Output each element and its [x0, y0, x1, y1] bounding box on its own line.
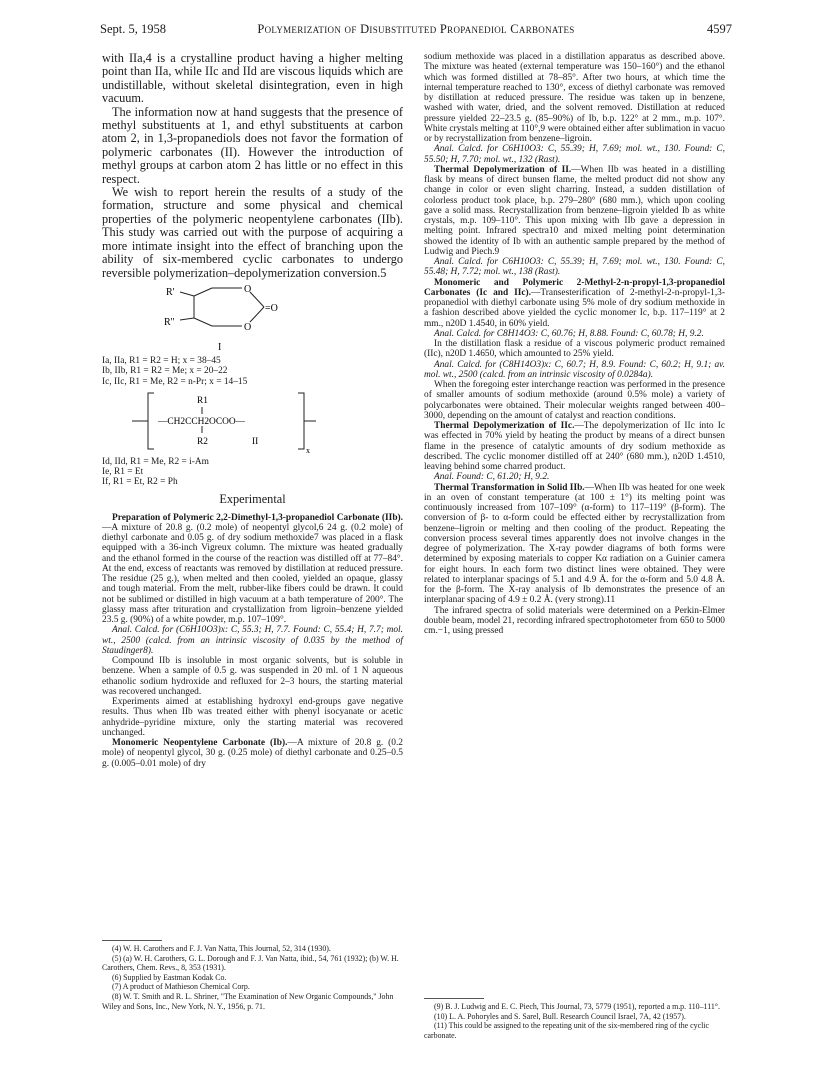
paragraph: with IIa,4 is a crystalline product having a higher melting point than IIa, while IIc and IId are viscous liquids which are undistillable, without skeletal disintegration, even in high vacuum.: [102, 51, 403, 106]
header-date: Sept. 5, 1958: [100, 22, 166, 36]
footnotes-left: [102, 937, 403, 1011]
paragraph: [424, 165, 725, 257]
paragraph: In the distillation flask a residue of a viscous polymeric product remained (IIc), n20D 1.4650, which amounted to 25% yield.: [424, 339, 725, 360]
analysis: Anal. Found: C, 61.20; H, 9.2.: [434, 472, 550, 483]
paragraph: sodium methoxide was placed in a distillation apparatus as described above. The mixture was heated (external temperature was 150–160°) and the ethanol which was formed distilled at 78–85°. After two hours, at which time the internal temperature reached to 130°, excess of diethyl carbonate was removed by distillation at reduced pressure. The residue was taken up in benzene, washed with water, dried, and the solvent removed. Distillation at reduced pressure yielded 22–23.5 g. (85–90%) of Ib, b.p. 122° at 2 mm., m.p. 107°. White crystals melting at 110°,9 were obtained either after sublimation in vacuo or by recrystallization from benzene–ligroin.: [424, 52, 725, 144]
footnote: (4) W. H. Carothers and F. J. Van Natta, This Journal, 52, 314 (1930).: [112, 944, 331, 953]
footnote-rule: [102, 940, 162, 941]
analysis: Anal. Calcd. for C8H14O3: C, 60.76; H, 8.88. Found: C, 60.78; H, 9.2.: [434, 328, 704, 339]
paragraph: [424, 483, 725, 606]
analysis: Anal. Calcd. for (C8H14O3)x: C, 60.7; H, 8.9. Found: C, 60.2; H, 9.1; av. mol. wt., 2500 (calcd. from an intrinsic viscosity of 0.0284a).: [424, 359, 725, 380]
paragraph-body: —When IIb was heated for one week in an oven of constant temperature (at 100 ± 1°) its melting point was continuously increased from 107–109° (α-form) to 117–119° (β-form). The conversion of β- to α-form could be effected either by recrystallization from benzene–ligroin or melting and then cooling of the product. Repeating the conversion process several times apparently does not involve changes in the degree of polymerization. The X-ray powder diagrams of both forms were determined by exposing materials to copper Kα radiation on a Guinier camera for eight hours. In each form two distinct lines were obtained. They were related to interplanar spacings of 5.1 and 4.9 Å. for the α-form and 5.0 4.8 Å. for the β-form. The X-ray analysis of Ib demonstrates the presence of an interplanar spacing of 4.9 ± 0.2 Å. (very strong).11: [424, 482, 725, 606]
formula-list: [102, 457, 403, 488]
compound-label: II: [252, 436, 259, 447]
formula-line: If, R1 = Et, R2 = Ph: [102, 477, 178, 488]
cyclic-carbonate-diagram: [102, 282, 403, 364]
footnote: (5) (a) W. H. Carothers, G. L. Dorough and F. J. Van Natta, ibid., 54, 761 (1932); (b) W. H. Carothers, Chem. Revs., 8, 353 (1931).: [102, 953, 399, 973]
paragraph-heading: Thermal Depolymerization of II.: [434, 164, 572, 175]
formula-line: Ia, IIa, R1 = R2 = H; x = 38–45: [102, 355, 221, 366]
header-title: Polymerization of Disubstituted Propanediol Carbonates: [257, 22, 575, 36]
paragraph-body: —The depolymerization of IIc into Ic was effected in 70% yield by heating the product by means of a direct bunsen flame in the presence of catalytic amounts of dry sodium methoxide as described. The cyclic monomer distilled off at 240° (680 mm.), n20D 1.4510, leaving behind some charred product.: [424, 421, 726, 472]
r1-label: R': [166, 286, 175, 298]
paragraph-body: —A mixture of 20.8 g. (0.2 mole) of neopentyl glycol, 30 g. (0.25 mole) of diethyl carbonate and 0.25–0.5 g. (0.005–0.01 mole) of dry: [102, 738, 403, 769]
footnote: (9) B. J. Ludwig and E. C. Piech, This Journal, 73, 5779 (1951), reported a m.p. 110–111°.: [434, 1002, 720, 1011]
polymer-repeat-unit-diagram: [102, 387, 403, 457]
footnote: (10) L. A. Pohoryles and S. Sarel, Bull. Research Council Israel, 7A, 42 (1957).: [434, 1011, 686, 1021]
footnote: (6) Supplied by Eastman Kodak Co.: [112, 972, 227, 982]
footnote: (7) A product of Mathieson Chemical Corp.: [112, 982, 250, 992]
right-column: [424, 52, 725, 636]
paragraph: [102, 513, 403, 626]
footnote-rule: [424, 998, 484, 999]
paragraph-body: —A mixture of 20.8 g. (0.2 mole) of neopentyl glycol,6 24 g. (0.2 mole) of diethyl carbonate and 0.05 g. of dry sodium methoxide7 was placed in a flask equipped with a 36-inch Vigreux column. The mixture was heated gradually and the ethanol formed in the course of the reaction was distilled off at 77–84°. At the end, excess of reactants was removed by distillation at reduced pressure. The residue (25 g.), when melted and then cooled, yielded an opaque, glassy and tough material. From the melt, rubber-like fibers could be drawn. It could not be sublimed or distilled in high vacuum at a bath temperature of 200°. The glassy mass after trituration and crystallization from ligroin–benzene yielded 23.5 g. (90%) of a white powder, m.p. 107–109°.: [102, 522, 403, 626]
analysis: Anal. Calcd. for C6H10O3: C, 55.39; H, 7.69; mol. wt., 130. Found: C, 55.48; H, 7.72; mol. wt., 138 (Rast).: [424, 257, 725, 278]
r1-label: R1: [197, 395, 208, 406]
compound-label: I: [218, 341, 222, 353]
formula-line: Ib, IIb, R1 = R2 = Me; x = 20–22: [102, 366, 228, 377]
footnote: (8) W. T. Smith and R. L. Shriner, "The Examination of New Organic Compounds," John Wiley and Sons, Inc., New York, N. Y., 1956, p. 71.: [102, 991, 394, 1011]
r2-label: R2: [197, 436, 208, 447]
structure-I: [102, 282, 403, 364]
paragraph: The information now at hand suggests that the presence of methyl substituents at 1, and ethyl substituents at carbon atom 2, in 1,3-propanediols does not favor the formation of polymeric carbonates (II). However the introduction of methyl groups at carbon atom 2 has little or no effect in this respect.: [102, 104, 403, 186]
analysis: Anal. Calcd. for C6H10O3: C, 55.39; H, 7.69; mol. wt., 130. Found: C, 55.50; H, 7.70; mol. wt., 132 (Rast).: [424, 144, 725, 165]
paragraph: We wish to report herein the results of a study of the formation, structure and some physical and chemical properties of the polymeric neopentylene carbonates (IIb). This study was carried out with the purpose of acquiring a more intimate insight into the effect of branching upon the ability of six-membered cyclic carbonates to undergo reversible polymerization–depolymerization conversion.5: [102, 185, 403, 280]
paragraph: The infrared spectra of solid materials were determined on a Perkin-Elmer double beam, model 21, recording infrared spectrophotometer from 650 to 5000 cm.−1, using pressed: [424, 605, 725, 636]
page-number: 4597: [707, 22, 732, 36]
carbonyl-label: =O: [265, 302, 278, 314]
repeat-chain: —CH2CCH2OCOO—: [158, 416, 245, 427]
paragraph: [424, 278, 725, 329]
running-header: [100, 22, 732, 40]
paragraph-heading: Monomeric Neopentylene Carbonate (Ib).: [112, 738, 288, 749]
paragraph-body: —When IIb was heated in a distilling flask by means of direct bunsen flame, the melted product did not show any change in color or even slight charring. Instead, a sudden distillation of colorless product took place, b.p. 279–280° (680 mm.), which upon cooling gave a solid mass. Recrystallization from benzene–ligroin yielded Ib as white crystals, m.p. 109–110°. This upon mixing with IIb gave a depression in melting point. Infrared spectra10 and mixed melting point determination showed the identity of Ib with an authentic sample prepared by the method of Ludwig and Piech.9: [424, 164, 725, 257]
subscript-x: x: [306, 445, 310, 455]
footnotes-right: [424, 995, 725, 1040]
paragraph-body: —Transesterification of 2-methyl-2-n-propyl-1,3-propanediol with diethyl carbonate using 5% mole of dry sodium methoxide in a fashion described above yielded the cyclic monomer Ic, b.p. 117–119° at 2 mm., n20D 1.4540, in 60% yield.: [424, 287, 725, 329]
formula-line: Ie, R1 = Et: [102, 467, 144, 478]
formula-line: Ic, IIc, R1 = Me, R2 = n-Pr; x = 14–15: [102, 376, 248, 387]
r2-label: R'': [164, 316, 175, 328]
analysis: Anal. Calcd. for (C6H10O3)x: C, 55.3; H, 7.7. Found: C, 55.4; H, 7.7; mol. wt., 2500 (calcd. from an intrinsic viscosity of 0.035 by the method of Staudinger8).: [102, 625, 403, 656]
paragraph: Experiments aimed at establishing hydroxyl end-groups gave negative results. Thus when IIb was treated either with phenyl isocyanate or acetic anhydride–pyridine mixture, only the starting material was recovered unchanged.: [102, 697, 403, 738]
left-column: [102, 52, 403, 769]
paragraph-heading: Preparation of Polymeric 2,2-Dimethyl-1,3-propanediol Carbonate (IIb).: [112, 512, 403, 523]
paragraph: Compound IIb is insoluble in most organic solvents, but is soluble in benzene. When a sample of 0.5 g. was suspended in 20 ml. of 1 N aqueous ethanolic sodium hydroxide and refluxed for 2–3 hours, the starting material was recovered unchanged.: [102, 656, 403, 697]
paragraph-heading: Thermal Depolymerization of IIc.: [434, 421, 575, 431]
paragraph: [424, 421, 725, 472]
paragraph-heading: Thermal Transformation in Solid IIb.: [434, 482, 585, 493]
paragraph: [102, 738, 403, 769]
footnote: (11) This could be assigned to the repeating unit of the six-membered ring of the cyclic carbonate.: [424, 1021, 709, 1040]
oxygen-label: O: [244, 321, 252, 333]
section-heading: Experimental: [219, 491, 286, 506]
formula-line: Id, IId, R1 = Me, R2 = i-Am: [102, 456, 209, 467]
structure-II: [102, 387, 403, 457]
oxygen-label: O: [244, 283, 252, 295]
paragraph: When the foregoing ester interchange reaction was performed in the presence of smaller amounts of sodium methoxide (around 0.5% mole) a variety of polycarbonates were obtained. Their molecular weights ranged between 400–3000, depending on the amount of catalyst and reaction conditions.: [424, 380, 725, 421]
paragraph-heading: Monomeric and Polymeric 2-Methyl-2-n-propyl-1,3-propanediol Carbonates (Ic and IIc).: [424, 277, 725, 298]
